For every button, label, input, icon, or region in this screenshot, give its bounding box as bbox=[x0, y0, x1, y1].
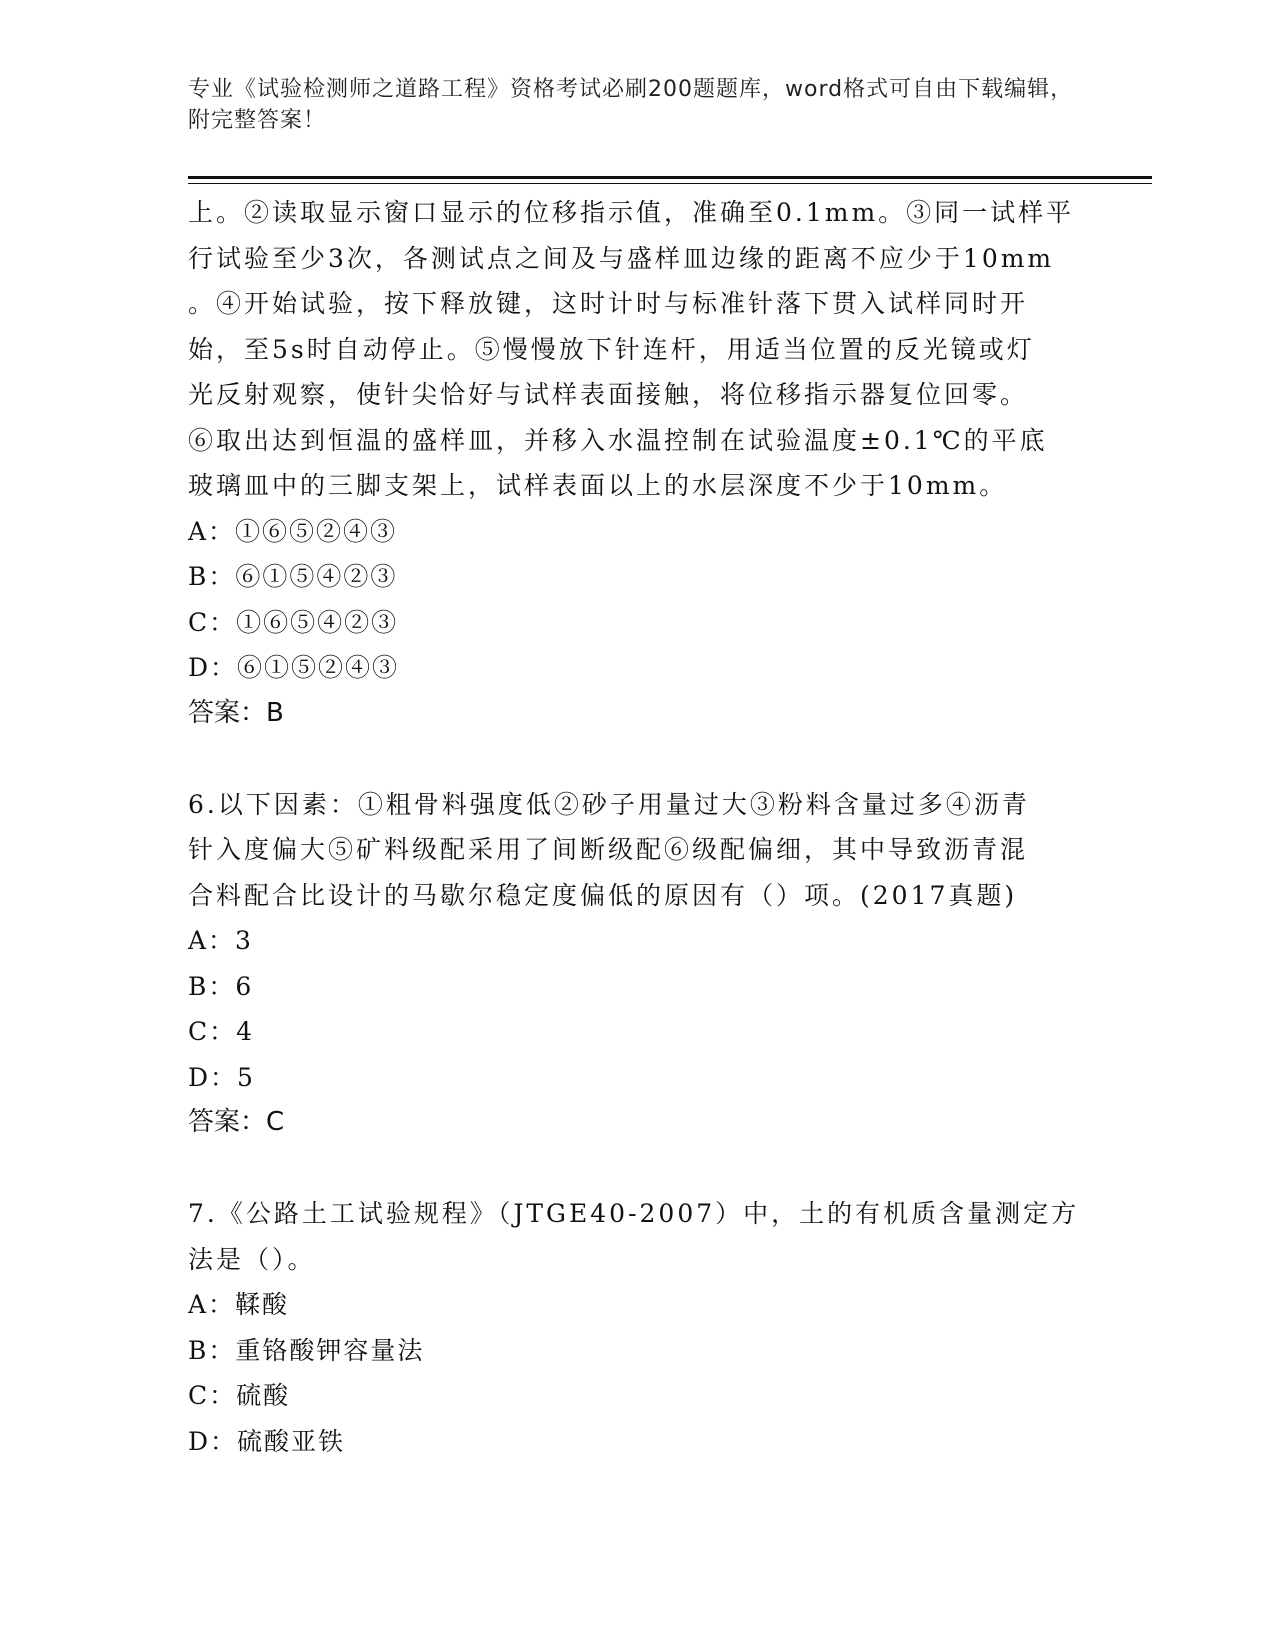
answer-line: 答案：B bbox=[188, 697, 284, 728]
option-b: B：⑥①⑤④②③ bbox=[188, 562, 398, 591]
option-c: C：①⑥⑤④②③ bbox=[188, 607, 399, 637]
option-d: D：5 bbox=[188, 1062, 255, 1092]
question-6 bbox=[188, 782, 1088, 1146]
question-text-line: 。④开始试验，按下释放键，这时计时与标准针落下贯入试样同时开 bbox=[188, 289, 1029, 318]
option-a: A：3 bbox=[188, 926, 253, 955]
option-c: C：4 bbox=[188, 1017, 255, 1046]
question-text-line: 针入度偏大⑤矿料级配采用了间断级配⑥级配偏细，其中导致沥青混 bbox=[188, 835, 1029, 864]
question-text-line: 合料配合比设计的马歇尔稳定度偏低的原因有（）项。(2017真题) bbox=[188, 880, 1018, 910]
question-text-line: 玻璃皿中的三脚支架上，试样表面以上的水层深度不少于10mm。 bbox=[188, 471, 1008, 500]
option-d: D：硫酸亚铁 bbox=[188, 1426, 346, 1456]
question-text-line: ⑥取出达到恒温的盛样皿，并移入水温控制在试验温度±0.1℃的平底 bbox=[188, 425, 1048, 455]
question-text-line: 光反射观察，使针尖恰好与试样表面接触，将位移指示器复位回零。 bbox=[188, 380, 1029, 409]
document-body bbox=[188, 190, 1088, 1464]
option-a: A：①⑥⑤②④③ bbox=[188, 516, 398, 546]
page-header bbox=[188, 74, 1088, 136]
header-text: 专业《试验检测师之道路工程》资格考试必刷200题题库，word格式可自由下载编辑，附完整答案！ bbox=[188, 77, 1074, 133]
question-text-line: 6.以下因素：①粗骨料强度低②砂子用量过大③粉料含量过多④沥青 bbox=[188, 789, 1030, 819]
question-continuation bbox=[188, 190, 1088, 736]
question-text-line: 行试验至少3次，各测试点之间及与盛样皿边缘的距离不应少于10mm bbox=[188, 243, 1055, 273]
question-text-line: 7.《公路土工试验规程》（JTGE40-2007）中，土的有机质含量测定方 bbox=[188, 1199, 1080, 1228]
question-7 bbox=[188, 1191, 1088, 1464]
question-text-line: 始，至5s时自动停止。⑤慢慢放下针连杆，用适当位置的反光镜或灯 bbox=[188, 334, 1035, 364]
option-a: A：鞣酸 bbox=[188, 1290, 290, 1319]
option-c: C：硫酸 bbox=[188, 1381, 291, 1410]
question-text-line: 上。②读取显示窗口显示的位移指示值，准确至0.1mm。③同一试样平 bbox=[188, 198, 1075, 227]
option-d: D：⑥①⑤②④③ bbox=[188, 653, 400, 682]
header-divider-thin bbox=[188, 183, 1152, 184]
option-b: B：6 bbox=[188, 971, 254, 1001]
option-b: B：重铬酸钾容量法 bbox=[188, 1335, 425, 1365]
question-text-line: 法是（）。 bbox=[188, 1244, 316, 1274]
answer-line: 答案：C bbox=[188, 1107, 285, 1137]
header-divider-thick bbox=[188, 176, 1152, 179]
